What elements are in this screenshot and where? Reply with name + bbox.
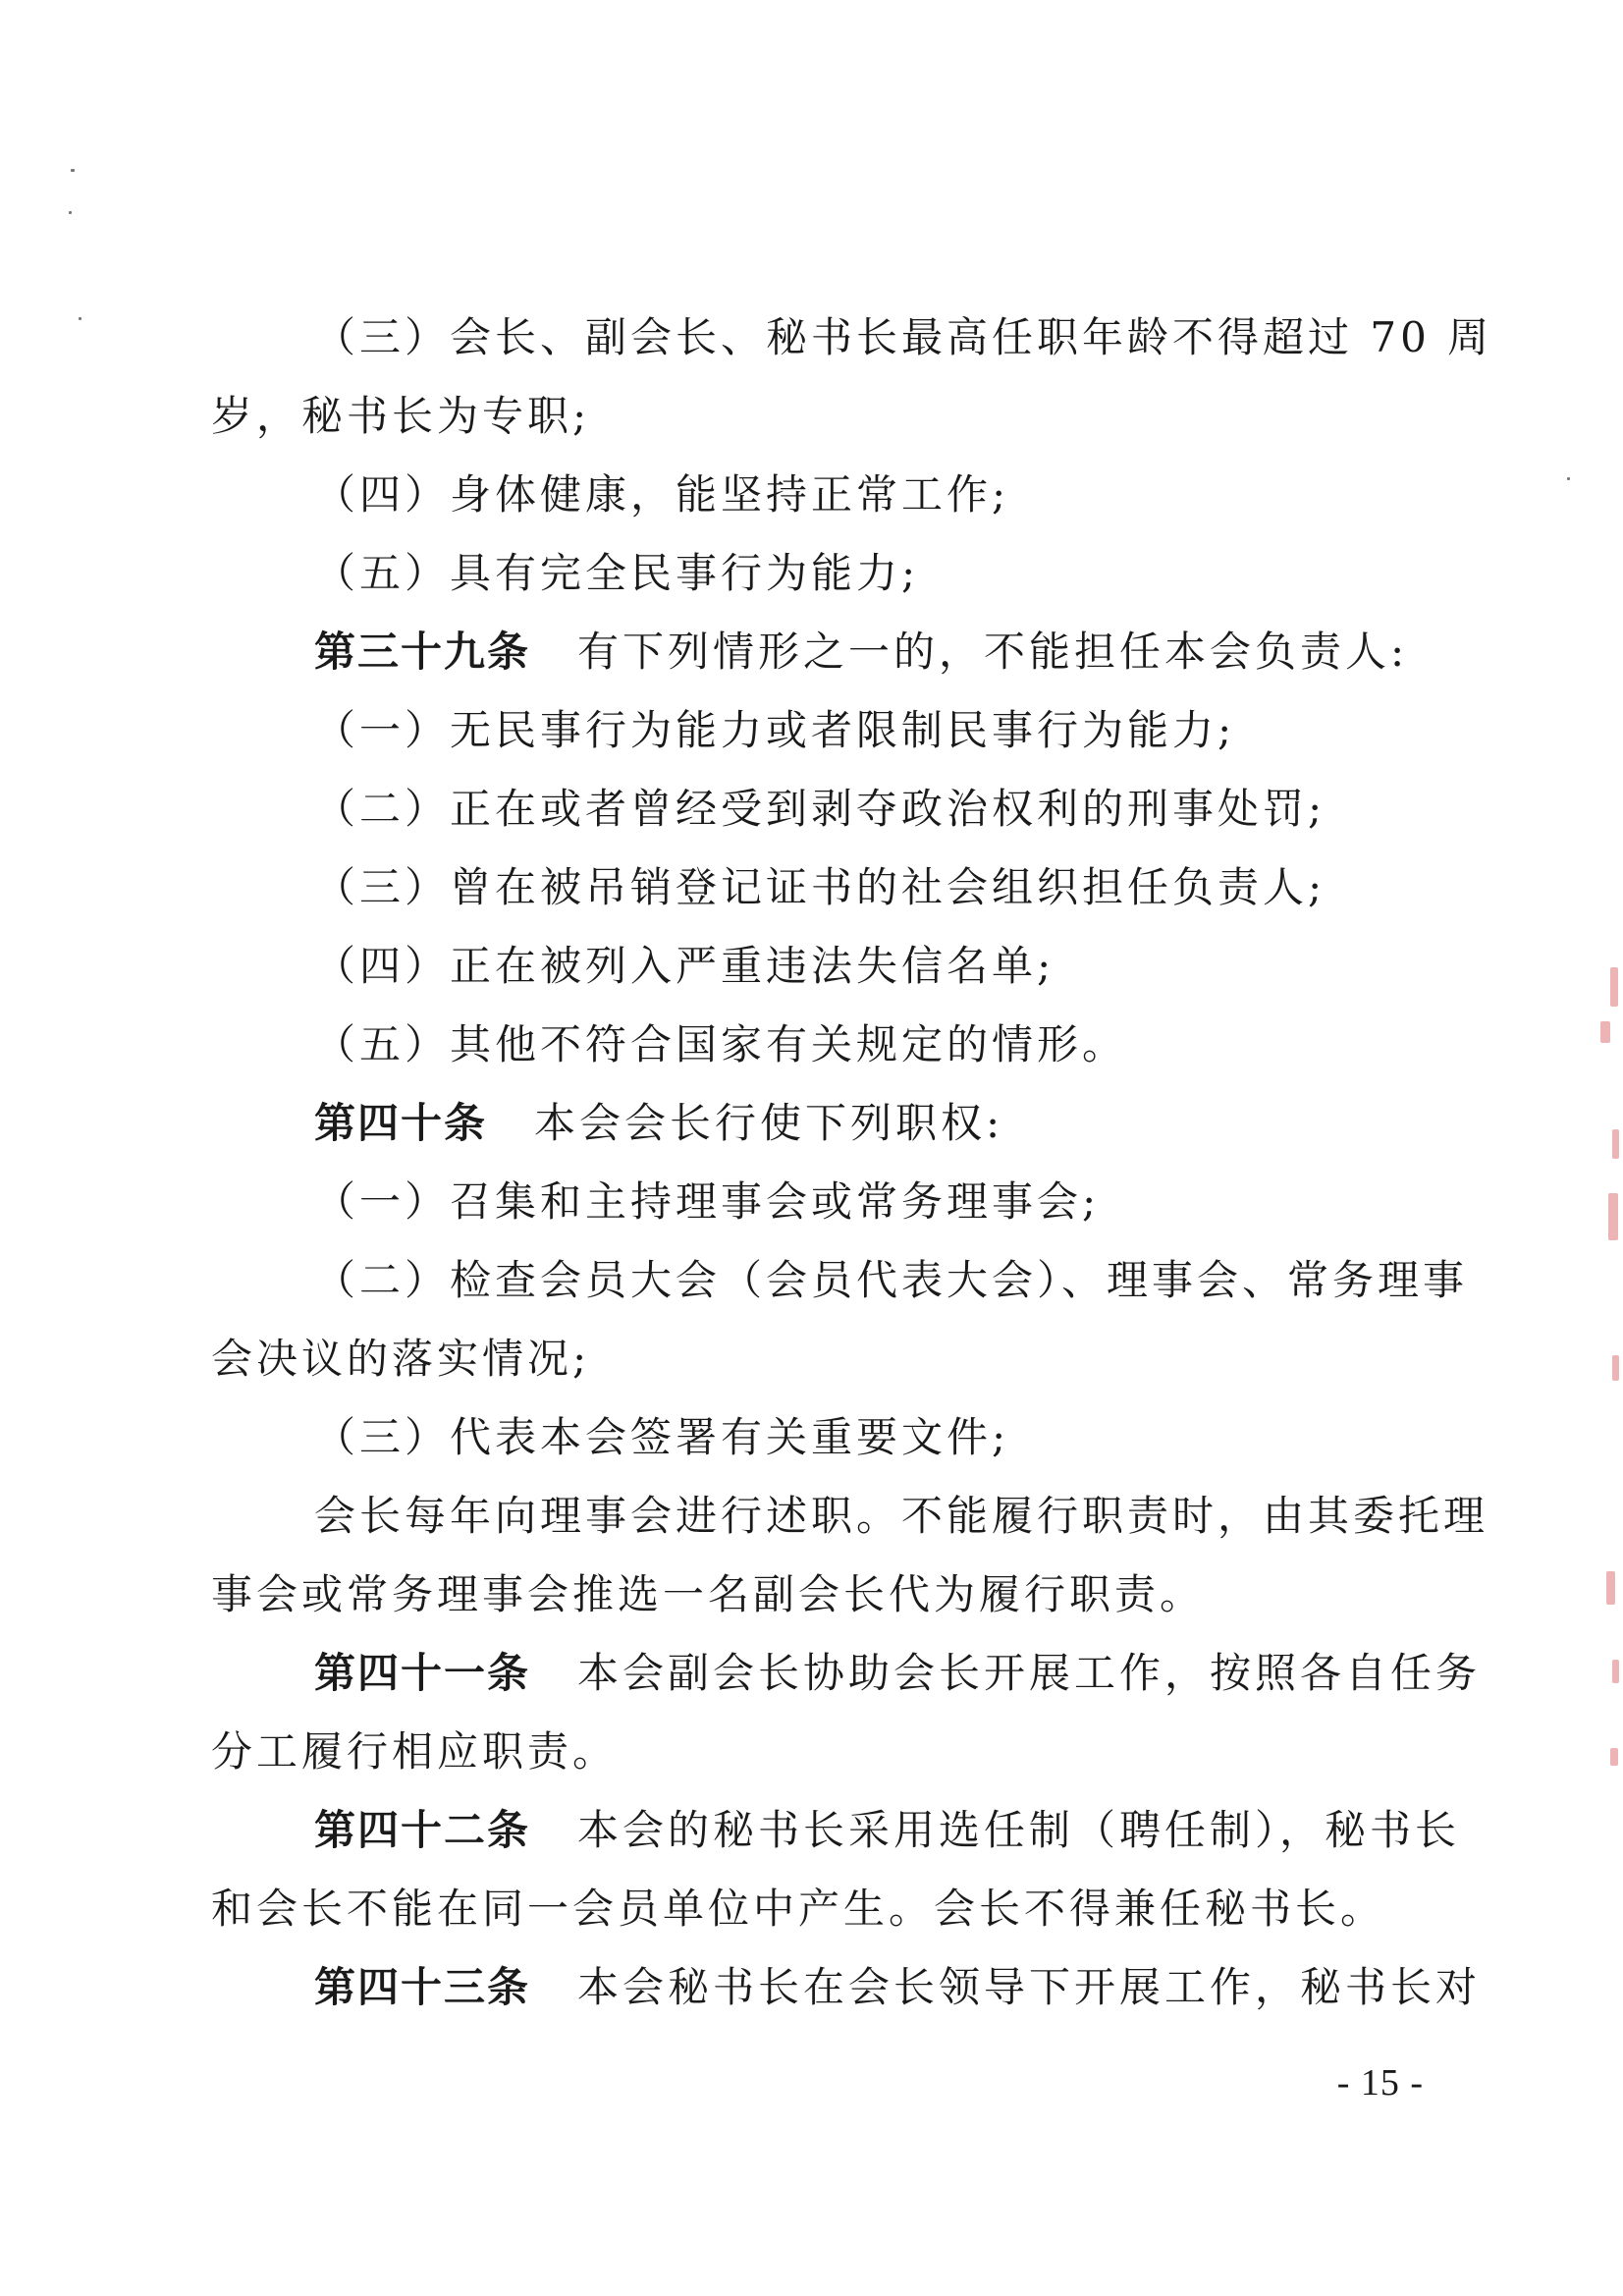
scan-speck (79, 317, 81, 320)
paragraph-line: 会长每年向理事会进行述职。不能履行职责时，由其委托理 (314, 1492, 1489, 1540)
paragraph-line: 岁，秘书长为专职; (211, 392, 591, 440)
scan-speck (1567, 477, 1570, 480)
article-text: 本会的秘书长采用选任制（聘任制），秘书长 (577, 1806, 1461, 1854)
seal-bleed-mark (1608, 1193, 1618, 1240)
scan-speck (69, 211, 72, 214)
article-39 (314, 623, 1419, 682)
paragraph-line: 会决议的落实情况; (211, 1335, 591, 1383)
scan-speck (71, 169, 75, 172)
article-heading: 第四十一条 (314, 1649, 531, 1697)
paragraph-line: （四）正在被列入严重违法失信名单; (314, 942, 1055, 990)
seal-bleed-mark (1612, 1660, 1619, 1683)
article-text: 有下列情形之一的，不能担任本会负责人: (577, 628, 1409, 676)
paragraph-line: （二）正在或者曾经受到剥夺政治权利的刑事处罚; (314, 785, 1326, 833)
paragraph-line: （五）具有完全民事行为能力; (314, 549, 920, 597)
seal-bleed-mark (1610, 967, 1618, 1007)
page-number: - 15 - (1336, 2062, 1424, 2104)
article-heading: 第四十二条 (314, 1806, 531, 1854)
seal-bleed-mark (1606, 1571, 1615, 1605)
paragraph-line: （一）无民事行为能力或者限制民事行为能力; (314, 706, 1236, 754)
article-text: 本会会长行使下列职权: (534, 1099, 1004, 1147)
seal-bleed-mark (1612, 1129, 1619, 1159)
paragraph-line: （四）身体健康，能坚持正常工作; (314, 470, 1010, 519)
seal-bleed-mark (1612, 1355, 1619, 1381)
paragraph-line: （三）代表本会签署有关重要文件; (314, 1413, 1010, 1461)
paragraph-line: （五）其他不符合国家有关规定的情形。 (314, 1020, 1128, 1068)
seal-bleed-mark (1610, 1748, 1618, 1766)
article-40 (314, 1094, 1419, 1153)
article-heading: 第四十条 (314, 1099, 488, 1147)
paragraph-line: （二）检查会员大会（会员代表大会）、理事会、常务理事 (314, 1256, 1469, 1304)
paragraph-line: 分工履行相应职责。 (211, 1727, 619, 1776)
paragraph-line: （三）会长、副会长、秘书长最高任职年龄不得超过 70 周 (314, 313, 1493, 361)
article-text: 本会秘书长在会长领导下开展工作，秘书长对 (577, 1963, 1482, 2011)
article-41 (314, 1644, 1482, 1703)
paragraph-line: 和会长不能在同一会员单位中产生。会长不得兼任秘书长。 (211, 1885, 1386, 1933)
article-heading: 第三十九条 (314, 628, 531, 676)
article-43 (314, 1958, 1482, 2017)
article-42 (314, 1801, 1461, 1860)
article-text: 本会副会长协助会长开展工作，按照各自任务 (577, 1649, 1482, 1697)
paragraph-line: 事会或常务理事会推选一名副会长代为履行职责。 (211, 1570, 1206, 1618)
seal-bleed-mark (1600, 1021, 1610, 1043)
paragraph-line: （一）召集和主持理事会或常务理事会; (314, 1177, 1101, 1226)
article-heading: 第四十三条 (314, 1963, 531, 2011)
paragraph-line: （三）曾在被吊销登记证书的社会组织担任负责人; (314, 863, 1326, 911)
